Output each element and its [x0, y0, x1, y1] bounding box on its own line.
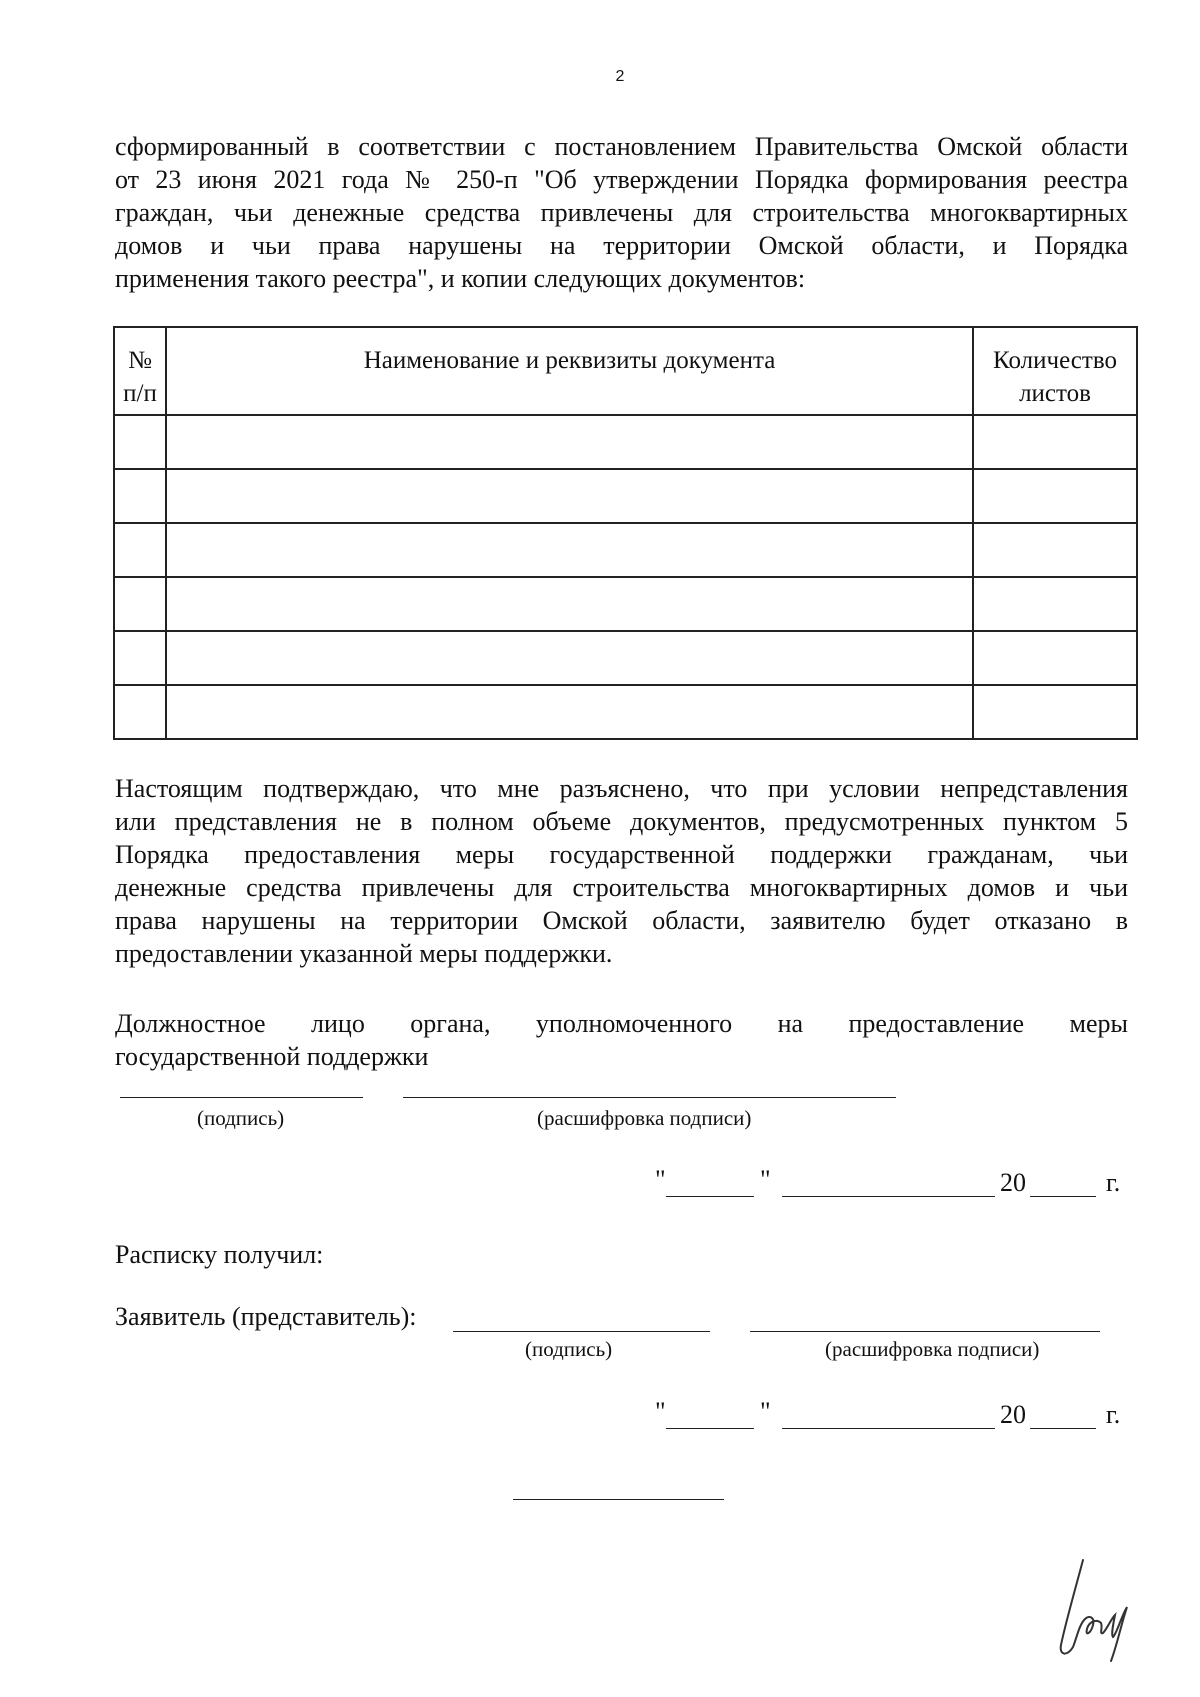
cell-sheet-count[interactable]: [973, 685, 1137, 739]
confirmation-line: или представления не в полном объеме документов, предусмотренных пунктом 5: [115, 807, 1128, 836]
applicant-signature-line[interactable]: [453, 1331, 710, 1332]
cell-sheet-count[interactable]: [973, 415, 1137, 469]
applicant-decode-line[interactable]: [750, 1331, 1100, 1332]
applicant-month-line[interactable]: [782, 1428, 995, 1429]
table-row: [114, 577, 1137, 631]
cell-number[interactable]: [114, 685, 166, 739]
official-label: [115, 1007, 1128, 1073]
date-quote-close: ": [760, 1165, 771, 1194]
cell-number[interactable]: [114, 469, 166, 523]
official-decode-caption: (расшифровка подписи): [537, 1106, 752, 1130]
table-row: [114, 685, 1137, 739]
cell-number[interactable]: [114, 577, 166, 631]
applicant-day-line[interactable]: [666, 1428, 754, 1429]
applicant-year-line[interactable]: [1030, 1428, 1096, 1429]
cell-sheet-count[interactable]: [973, 523, 1137, 577]
cell-document-name[interactable]: [166, 415, 973, 469]
intro-line: сформированный в соответствии с постановлением Правительства Омской области: [115, 132, 1128, 161]
confirmation-line: Порядка предоставления меры государственной поддержки гражданам, чьи: [115, 840, 1128, 869]
official-line: государственной поддержки: [115, 1042, 429, 1071]
header-document-name: Наименование и реквизиты документа: [166, 327, 973, 415]
confirmation-paragraph: [115, 772, 1128, 970]
cell-number[interactable]: [114, 415, 166, 469]
cell-document-name[interactable]: [166, 469, 973, 523]
table-row: [114, 469, 1137, 523]
applicant-decode-caption: (расшифровка подписи): [825, 1337, 1040, 1361]
cell-sheet-count[interactable]: [973, 469, 1137, 523]
date-year-suffix: г.: [1106, 1168, 1121, 1197]
date-year-prefix: 20: [1000, 1168, 1026, 1197]
official-year-line[interactable]: [1030, 1196, 1096, 1197]
cell-document-name[interactable]: [166, 577, 973, 631]
intro-line: домов и чьи права нарушены на территории Омской области, и Порядка: [115, 231, 1128, 260]
cell-document-name[interactable]: [166, 685, 973, 739]
header-sheet-count: Количество листов: [973, 327, 1137, 415]
table-row: [114, 631, 1137, 685]
cell-document-name[interactable]: [166, 523, 973, 577]
receipt-label: Расписку получил:: [115, 1240, 324, 1269]
official-line: Должностное лицо органа, уполномоченного на предоставление меры: [115, 1009, 1128, 1038]
official-decode-line[interactable]: [403, 1097, 896, 1098]
official-signature-line[interactable]: [120, 1097, 363, 1098]
date-quote-open: ": [655, 1165, 666, 1194]
confirmation-line: предоставлении указанной меры поддержки.: [115, 939, 613, 968]
intro-line: применения такого реестра", и копии следующих документов:: [115, 264, 806, 293]
official-day-line[interactable]: [666, 1196, 754, 1197]
cell-number[interactable]: [114, 631, 166, 685]
date-year-suffix: г.: [1106, 1400, 1121, 1429]
intro-line: граждан, чьи денежные средства привлечены для строительства многоквартирных: [115, 198, 1128, 227]
applicant-label: Заявитель (представитель):: [115, 1302, 417, 1331]
applicant-signature-caption: (подпись): [525, 1337, 613, 1361]
official-month-line[interactable]: [782, 1196, 995, 1197]
table-row: [114, 523, 1137, 577]
closing-separator-line: [513, 1499, 724, 1500]
header-number: № п/п: [114, 327, 166, 415]
confirmation-line: денежные средства привлечены для строительства многоквартирных домов и чьи: [115, 873, 1128, 902]
confirmation-line: права нарушены на территории Омской области, заявителю будет отказано в: [115, 906, 1128, 935]
table-header-row: [114, 327, 1137, 415]
page-number: 2: [615, 68, 625, 85]
intro-paragraph: [115, 130, 1128, 295]
cell-number[interactable]: [114, 523, 166, 577]
date-quote-close: ": [760, 1397, 771, 1426]
official-signature-caption: (подпись): [197, 1106, 285, 1130]
cell-sheet-count[interactable]: [973, 631, 1137, 685]
date-year-prefix: 20: [1000, 1400, 1026, 1429]
documents-table: [113, 326, 1138, 740]
cell-document-name[interactable]: [166, 631, 973, 685]
confirmation-line: Настоящим подтверждаю, что мне разъяснено, что при условии непредставления: [115, 774, 1128, 803]
date-quote-open: ": [655, 1397, 666, 1426]
table-row: [114, 415, 1137, 469]
handwritten-initials-mark: [1055, 1555, 1135, 1665]
cell-sheet-count[interactable]: [973, 577, 1137, 631]
intro-line: от 23 июня 2021 года № 250-п "Об утверждении Порядка формирования реестра: [115, 165, 1128, 194]
